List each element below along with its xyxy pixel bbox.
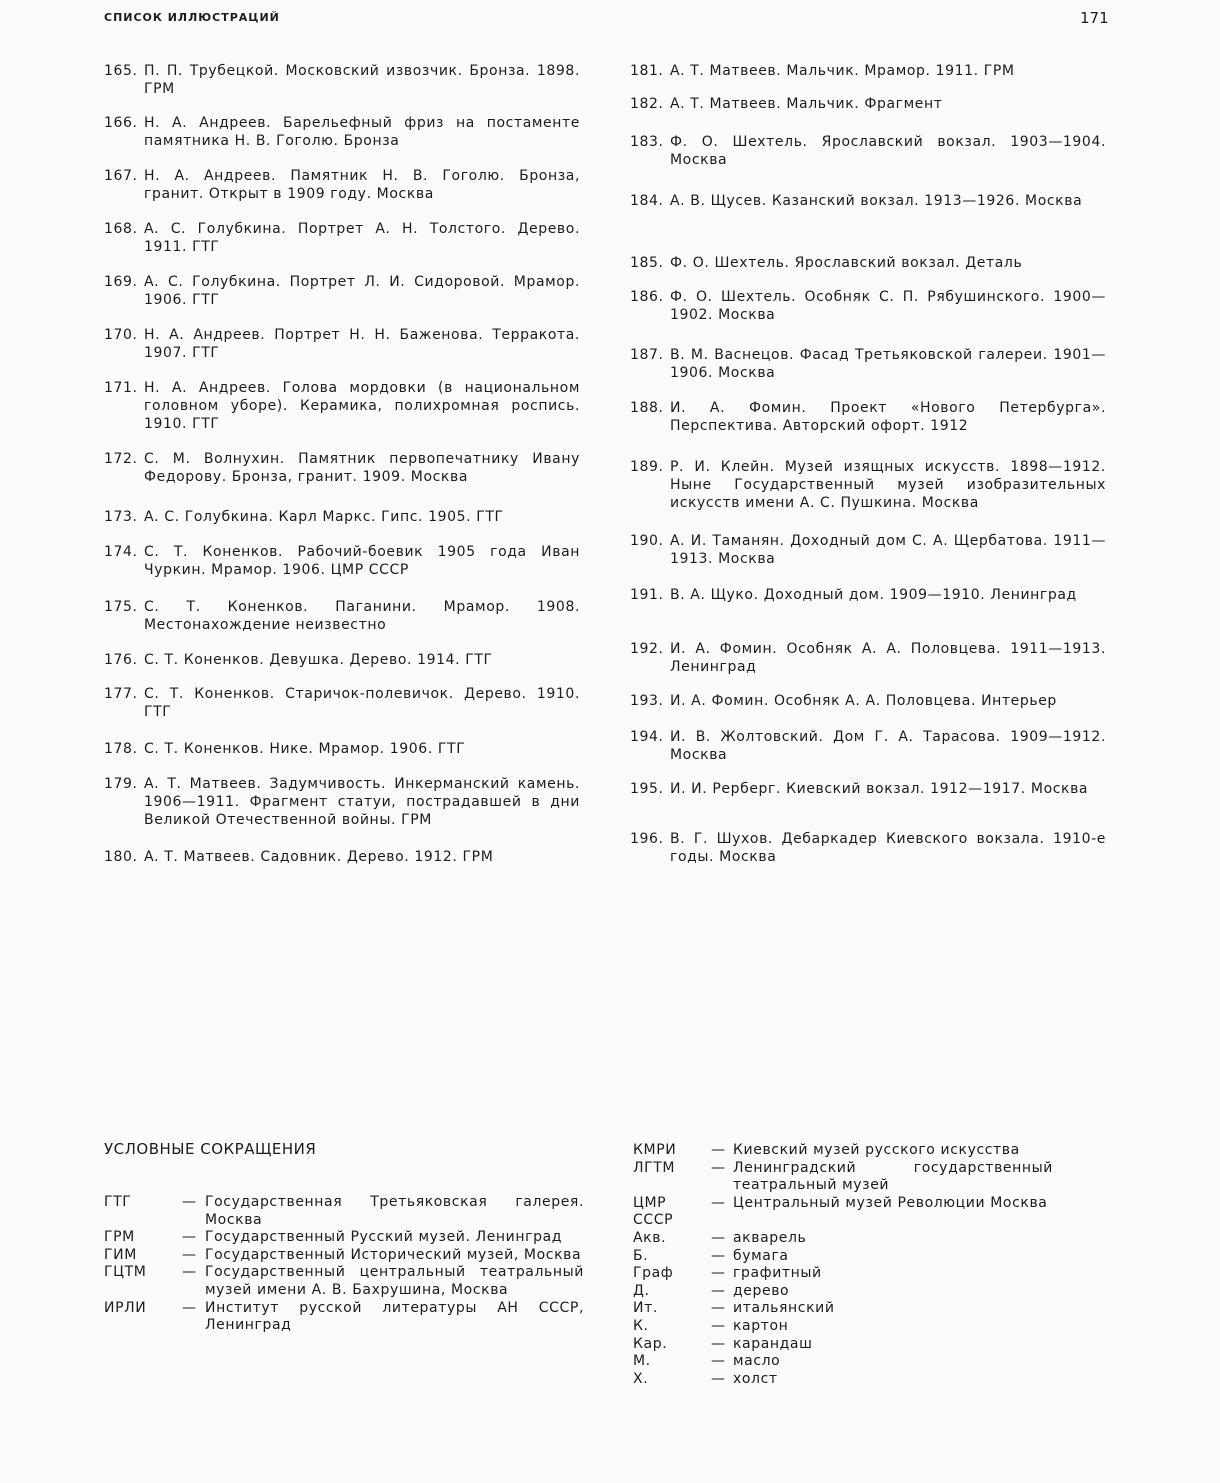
item-caption: Р. И. Клейн. Музей изящных искусств. 1898—1912. Ныне Государственный музей изобразительных искусств имени А. С. Пушкина. Москва	[670, 459, 1106, 511]
abbreviation-term: Д.	[633, 1282, 650, 1299]
abbreviation-row	[633, 1283, 1053, 1301]
item-number: 179.	[104, 776, 138, 792]
abbreviation-definition: бумага	[733, 1247, 789, 1264]
abbreviation-term: К.	[633, 1317, 649, 1334]
item-caption: И. А. Фомин. Проект «Нового Петербурга». Перспектива. Авторский офорт. 1912	[670, 400, 1106, 434]
running-head: СПИСОК ИЛЛЮСТРАЦИЙ	[104, 11, 280, 24]
item-caption: А. И. Таманян. Доходный дом С. А. Щербатова. 1911—1913. Москва	[670, 533, 1106, 567]
item-caption: А. Т. Матвеев. Мальчик. Фрагмент	[670, 96, 943, 112]
abbreviation-dash: —	[711, 1282, 726, 1299]
list-item	[630, 640, 1106, 676]
item-caption: Ф. О. Шехтель. Ярославский вокзал. Деталь	[670, 255, 1023, 271]
abbreviation-dash: —	[711, 1159, 726, 1176]
item-number: 193.	[630, 693, 664, 709]
list-item	[104, 598, 580, 634]
abbreviation-dash: —	[182, 1229, 197, 1246]
abbreviation-term: ГТГ	[104, 1194, 132, 1210]
item-number: 189.	[630, 459, 664, 475]
abbreviation-dash: —	[711, 1317, 726, 1334]
item-caption: И. А. Фомин. Особняк А. А. Половцева. 1911—1913. Ленинград	[670, 641, 1106, 675]
item-number: 182.	[630, 96, 664, 112]
list-item	[104, 740, 580, 758]
abbreviation-row	[104, 1264, 584, 1299]
abbreviation-dash: —	[182, 1246, 197, 1263]
abbreviation-definition: Ленинградский государственный театральный музей	[733, 1159, 1053, 1194]
abbreviation-dash: —	[182, 1264, 197, 1281]
item-caption: С. М. Волнухин. Памятник первопечатнику Ивану Федорову. Бронза, гранит. 1909. Москва	[144, 451, 580, 485]
abbreviation-term: ЦМР СССР	[633, 1194, 674, 1229]
item-caption: Н. А. Андреев. Голова мордовки (в национальном головном уборе). Керамика, полихромная роспись. 1910. ГТГ	[144, 380, 580, 432]
abbreviation-definition: итальянский	[733, 1300, 835, 1317]
item-caption: И. И. Рерберг. Киевский вокзал. 1912—1917. Москва	[670, 781, 1089, 797]
item-caption: С. Т. Коненков. Нике. Мрамор. 1906. ГТГ	[144, 741, 466, 757]
abbreviation-dash: —	[711, 1335, 726, 1352]
item-number: 180.	[104, 849, 138, 865]
abbreviation-row	[633, 1353, 1053, 1371]
list-item	[104, 775, 580, 829]
abbreviation-row	[633, 1160, 1053, 1195]
abbreviation-row	[104, 1194, 584, 1229]
item-caption: Ф. О. Шехтель. Особняк С. П. Рябушинского. 1900—1902. Москва	[670, 289, 1106, 323]
item-caption: В. М. Васнецов. Фасад Третьяковской галереи. 1901—1906. Москва	[670, 347, 1106, 381]
abbreviations-list-right	[633, 1142, 1053, 1388]
abbreviation-dash: —	[711, 1300, 726, 1317]
list-item	[104, 62, 580, 98]
item-caption: В. А. Щуко. Доходный дом. 1909—1910. Ленинград	[670, 587, 1077, 603]
item-number: 183.	[630, 134, 664, 150]
list-item	[104, 450, 580, 486]
list-item	[104, 508, 580, 526]
item-caption: А. Т. Матвеев. Мальчик. Мрамор. 1911. ГРМ	[670, 63, 1015, 79]
abbreviations-heading: УСЛОВНЫЕ СОКРАЩЕНИЯ	[104, 1140, 317, 1158]
abbreviation-dash: —	[711, 1142, 726, 1158]
abbreviation-dash: —	[711, 1353, 726, 1370]
item-caption: В. Г. Шухов. Дебаркадер Киевского вокзала. 1910-е годы. Москва	[670, 831, 1106, 865]
abbreviation-term: КМРИ	[633, 1142, 677, 1158]
abbreviation-definition: холст	[733, 1370, 778, 1387]
abbreviation-term: Х.	[633, 1370, 649, 1387]
abbreviation-term: Кар.	[633, 1335, 668, 1352]
item-number: 172.	[104, 451, 138, 467]
item-number: 185.	[630, 255, 664, 271]
item-caption: С. Т. Коненков. Старичок-полевичок. Дерево. 1910. ГТГ	[144, 686, 580, 720]
abbreviation-row	[104, 1229, 584, 1247]
abbreviation-term: М.	[633, 1353, 651, 1370]
list-item	[104, 848, 580, 866]
list-item	[630, 692, 1106, 710]
abbreviation-definition: масло	[733, 1353, 781, 1370]
list-item	[630, 458, 1106, 512]
item-number: 167.	[104, 168, 138, 184]
abbreviation-definition: Государственный Русский музей. Ленинград	[205, 1229, 563, 1246]
item-caption: П. П. Трубецкой. Московский извозчик. Бронза. 1898. ГРМ	[144, 63, 580, 97]
item-number: 178.	[104, 741, 138, 757]
abbreviation-dash: —	[182, 1299, 197, 1316]
abbreviation-row	[633, 1336, 1053, 1354]
item-caption: С. Т. Коненков. Рабочий-боевик 1905 года Иван Чуркин. Мрамор. 1906. ЦМР СССР	[144, 544, 580, 578]
item-number: 165.	[104, 63, 138, 79]
abbreviation-row	[633, 1195, 1053, 1230]
item-number: 176.	[104, 652, 138, 668]
item-caption: А. С. Голубкина. Карл Маркс. Гипс. 1905. ГТГ	[144, 509, 504, 525]
abbreviation-row	[633, 1318, 1053, 1336]
item-number: 174.	[104, 544, 138, 560]
abbreviation-definition: карандаш	[733, 1335, 813, 1352]
abbreviation-term: ЛГТМ	[633, 1159, 676, 1176]
abbreviation-dash: —	[711, 1229, 726, 1246]
abbreviation-definition: Государственный Исторический музей, Москва	[205, 1246, 582, 1263]
abbreviation-row	[104, 1300, 584, 1335]
item-number: 186.	[630, 289, 664, 305]
abbreviation-dash: —	[711, 1194, 726, 1211]
list-item	[104, 543, 580, 579]
item-number: 188.	[630, 400, 664, 416]
item-number: 194.	[630, 729, 664, 745]
abbreviation-dash: —	[711, 1247, 726, 1264]
item-number: 187.	[630, 347, 664, 363]
abbreviation-definition: дерево	[733, 1282, 790, 1299]
page-number: 171	[1080, 9, 1109, 27]
list-item	[630, 728, 1106, 764]
item-number: 168.	[104, 221, 138, 237]
item-caption: А. В. Щусев. Казанский вокзал. 1913—1926. Москва	[670, 193, 1083, 209]
list-item	[630, 95, 1106, 113]
item-caption: Н. А. Андреев. Памятник Н. В. Гоголю. Бронза, гранит. Открыт в 1909 году. Москва	[144, 168, 580, 202]
list-item	[104, 220, 580, 256]
list-item	[630, 346, 1106, 382]
abbreviation-definition: Государственный центральный театральный музей имени А. В. Бахрушина, Москва	[205, 1264, 584, 1298]
abbreviation-row	[633, 1300, 1053, 1318]
abbreviation-term: ГИМ	[104, 1246, 137, 1263]
item-number: 166.	[104, 115, 138, 131]
list-item	[630, 830, 1106, 866]
item-number: 196.	[630, 831, 664, 847]
list-item	[630, 254, 1106, 272]
abbreviation-term: Акв.	[633, 1229, 667, 1246]
list-item	[104, 167, 580, 203]
item-caption: И. А. Фомин. Особняк А. А. Половцева. Интерьер	[670, 693, 1057, 709]
item-number: 175.	[104, 599, 138, 615]
list-item	[630, 780, 1106, 798]
item-caption: А. Т. Матвеев. Задумчивость. Инкерманский камень. 1906—1911. Фрагмент статуи, пострадавшей в дни Великой Отечественной войны. ГРМ	[144, 776, 580, 828]
abbreviation-term: Ит.	[633, 1300, 658, 1317]
abbreviation-row	[633, 1371, 1053, 1389]
abbreviation-definition: Государственная Третьяковская галерея. Москва	[205, 1194, 584, 1228]
abbreviation-definition: графитный	[733, 1265, 822, 1282]
list-item	[104, 651, 580, 669]
list-item	[630, 288, 1106, 324]
item-number: 170.	[104, 327, 138, 343]
abbreviation-row	[104, 1247, 584, 1265]
abbreviation-row	[633, 1248, 1053, 1266]
abbreviation-term: ГРМ	[104, 1229, 135, 1246]
item-number: 173.	[104, 509, 138, 525]
item-number: 192.	[630, 641, 664, 657]
abbreviations-list-left	[104, 1194, 584, 1335]
abbreviation-dash: —	[711, 1265, 726, 1282]
abbreviation-definition: Киевский музей русского искусства	[733, 1142, 1020, 1158]
list-item	[630, 532, 1106, 568]
abbreviation-term: Б.	[633, 1247, 649, 1264]
item-caption: С. Т. Коненков. Девушка. Дерево. 1914. ГТГ	[144, 652, 493, 668]
item-number: 195.	[630, 781, 664, 797]
abbreviation-term: ГЦТМ	[104, 1264, 147, 1281]
list-item	[630, 399, 1106, 435]
list-item	[104, 685, 580, 721]
item-number: 171.	[104, 380, 138, 396]
list-item	[104, 326, 580, 362]
item-caption: Н. А. Андреев. Барельефный фриз на постаменте памятника Н. В. Гоголю. Бронза	[144, 115, 580, 149]
abbreviation-row	[633, 1265, 1053, 1283]
list-item	[104, 114, 580, 150]
list-item	[630, 192, 1106, 210]
list-item	[630, 586, 1106, 604]
item-number: 190.	[630, 533, 664, 549]
item-caption: С. Т. Коненков. Паганини. Мрамор. 1908. Местонахождение неизвестно	[144, 599, 580, 633]
item-number: 191.	[630, 587, 664, 603]
item-caption: И. В. Жолтовский. Дом Г. А. Тарасова. 1909—1912. Москва	[670, 729, 1106, 763]
list-item	[630, 133, 1106, 169]
abbreviation-row	[633, 1142, 1053, 1160]
item-number: 181.	[630, 63, 664, 79]
abbreviation-dash: —	[182, 1194, 197, 1210]
list-item	[104, 273, 580, 309]
list-item	[630, 62, 1106, 80]
item-caption: Ф. О. Шехтель. Ярославский вокзал. 1903—1904. Москва	[670, 134, 1106, 168]
abbreviation-definition: Центральный музей Революции Москва	[733, 1194, 1048, 1211]
list-item	[104, 379, 580, 433]
item-caption: А. С. Голубкина. Портрет А. Н. Толстого. Дерево. 1911. ГТГ	[144, 221, 580, 255]
abbreviation-row	[633, 1230, 1053, 1248]
abbreviation-term: ИРЛИ	[104, 1299, 147, 1316]
abbreviation-dash: —	[711, 1370, 726, 1387]
item-number: 184.	[630, 193, 664, 209]
item-number: 169.	[104, 274, 138, 290]
item-number: 177.	[104, 686, 138, 702]
item-caption: А. С. Голубкина. Портрет Л. И. Сидоровой. Мрамор. 1906. ГТГ	[144, 274, 580, 308]
item-caption: А. Т. Матвеев. Садовник. Дерево. 1912. ГРМ	[144, 849, 494, 865]
abbreviation-definition: Институт русской литературы АН СССР, Ленинград	[205, 1299, 584, 1334]
abbreviation-definition: акварель	[733, 1229, 807, 1246]
item-caption: Н. А. Андреев. Портрет Н. Н. Баженова. Терракота. 1907. ГТГ	[144, 327, 580, 361]
abbreviation-definition: картон	[733, 1317, 789, 1334]
abbreviation-term: Граф	[633, 1265, 674, 1282]
